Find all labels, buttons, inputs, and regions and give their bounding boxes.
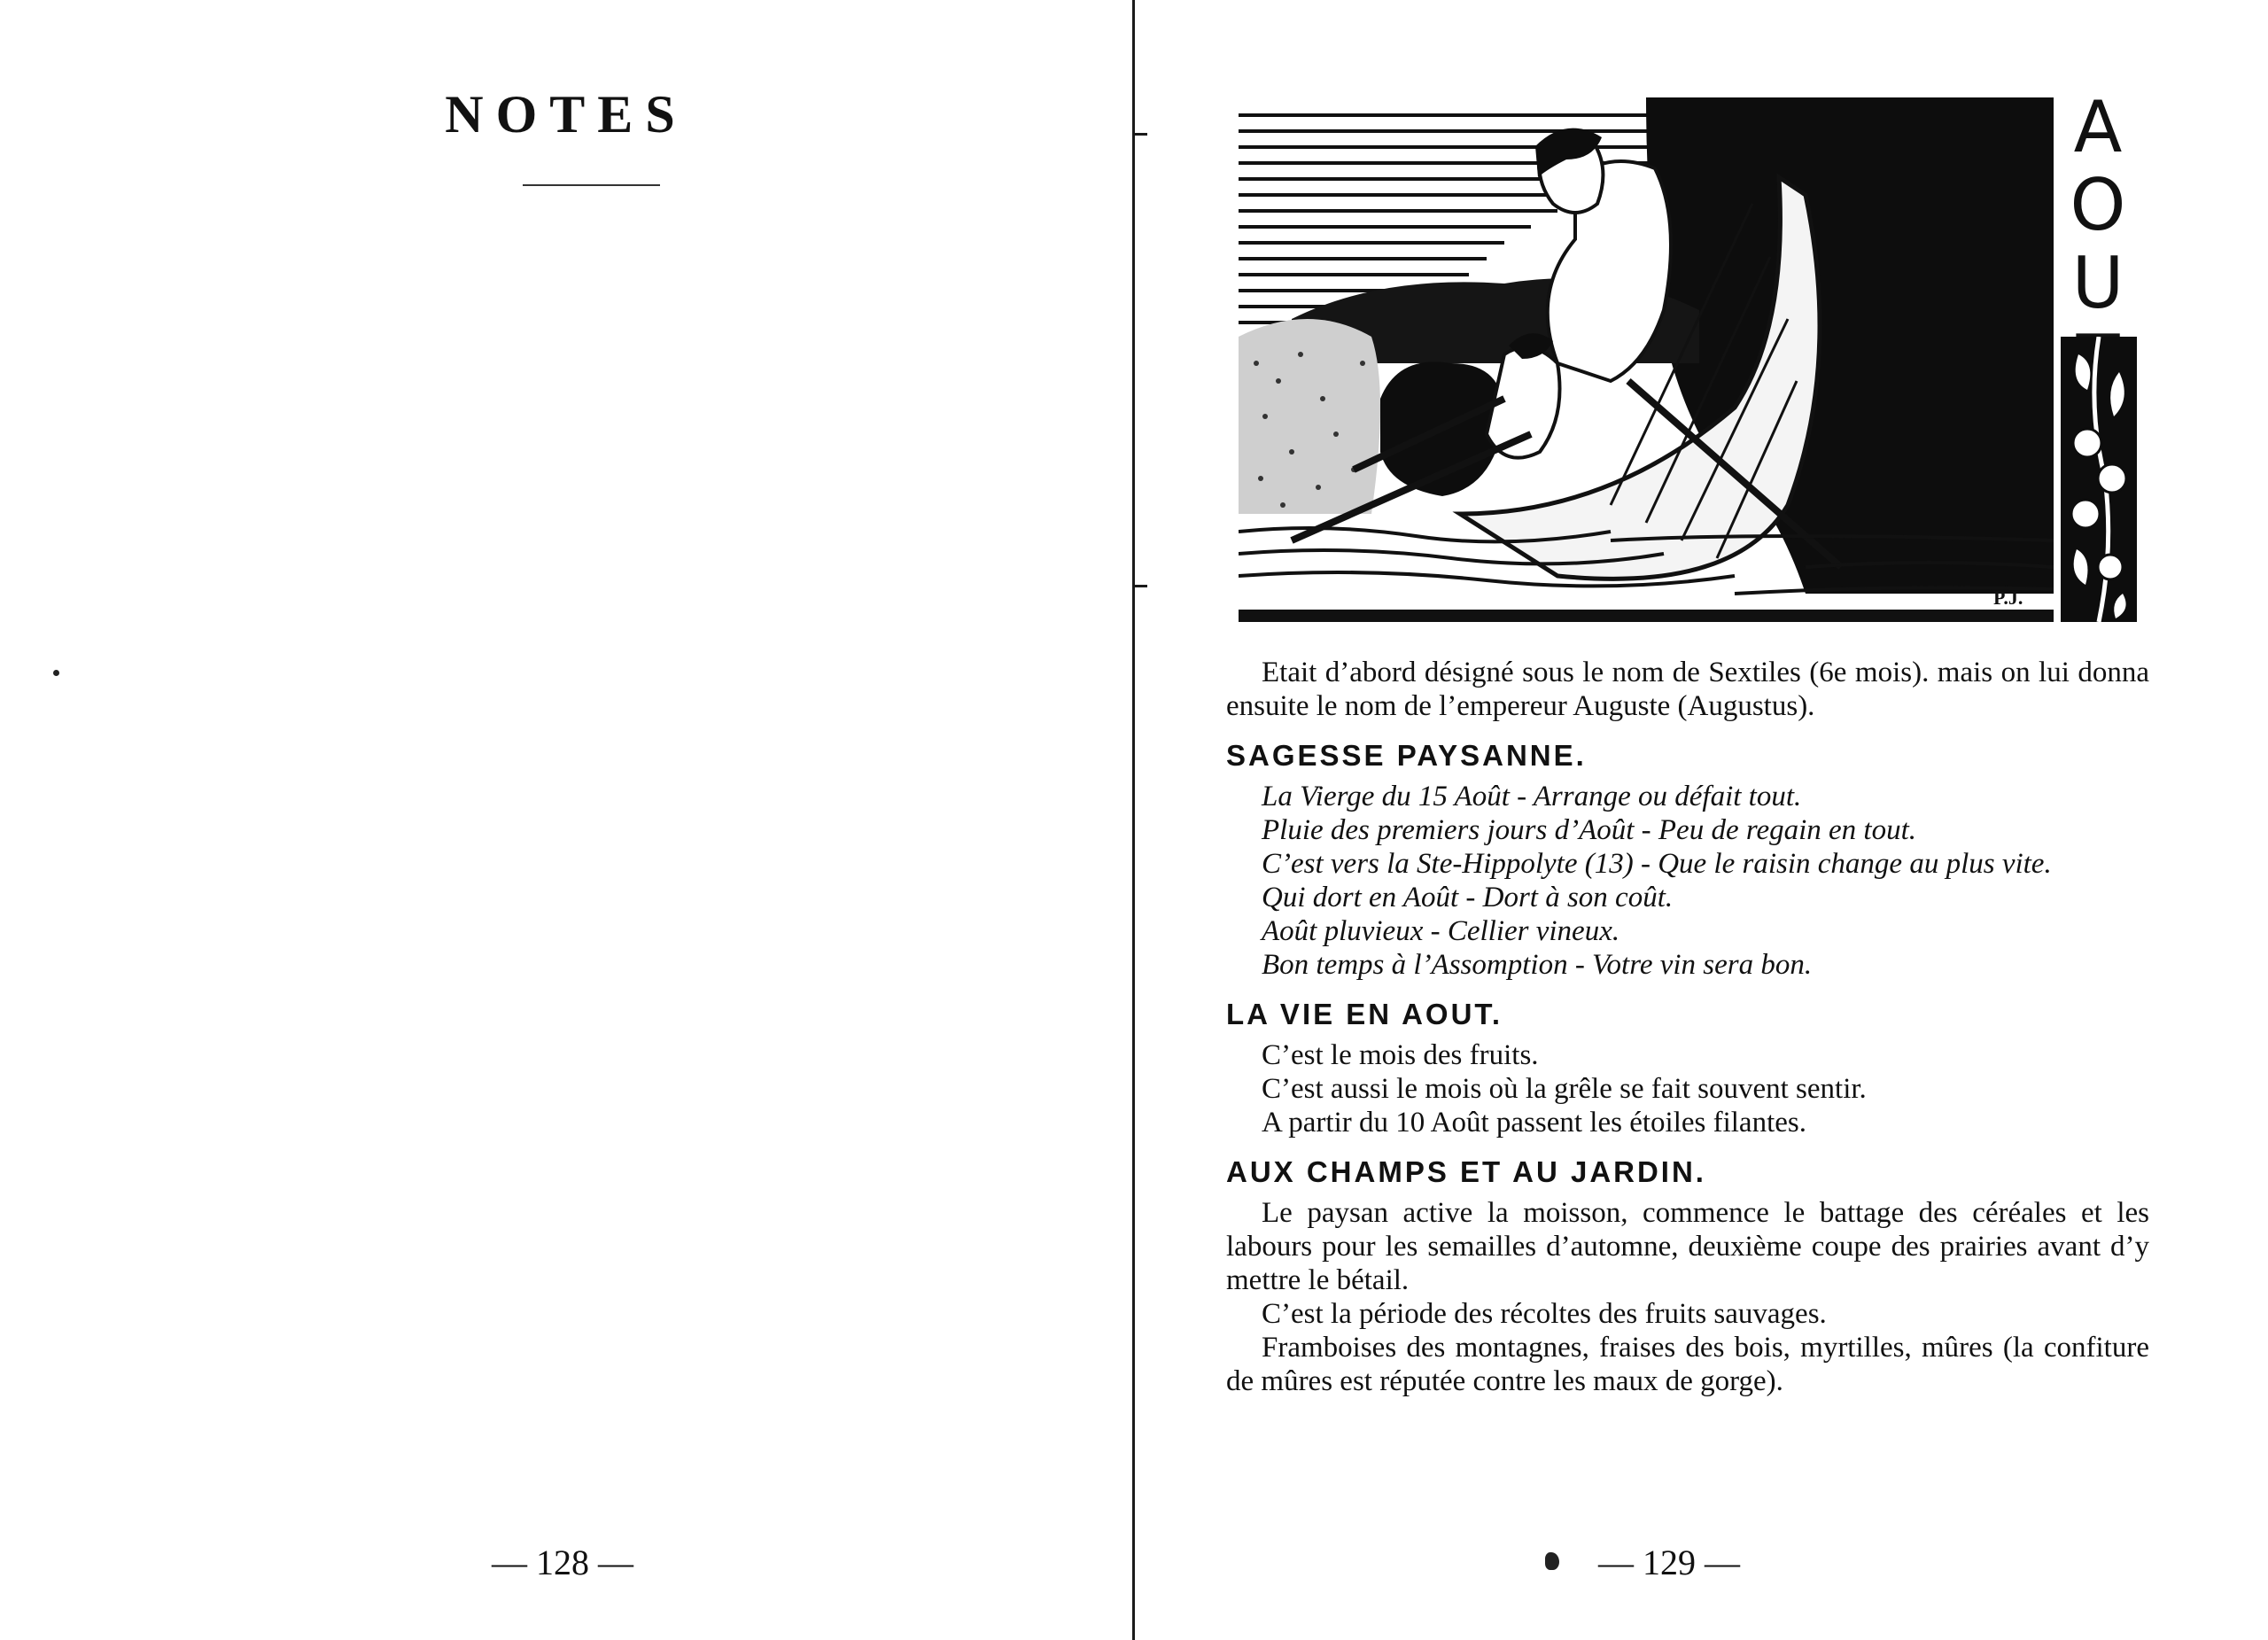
proverb-line: Qui dort en Août - Dort à son coût. — [1262, 882, 1674, 913]
month-letter: A — [2073, 86, 2123, 168]
page-number-left: — 128 — — [492, 1543, 633, 1582]
proverb-line: C’est vers la Ste-Hippolyte (13) - Que le raisin change au plus vite. — [1262, 848, 2052, 880]
paragraph-line: Le paysan active la moisson, commence le battage des céréales et les labours pour les semailles d’automne, deuxième coupe des prairies avant d’y mettre le bétail. — [1226, 1197, 2149, 1296]
illustration-signature: P.J. — [1993, 587, 2023, 609]
paragraph-line: C’est la période des récoltes des fruits sauvages. — [1262, 1298, 1827, 1330]
article-body — [1226, 656, 2149, 1398]
proverb-line: La Vierge du 15 Août - Arrange ou défait tout. — [1262, 781, 1802, 812]
page-number-right: — 129 — — [1598, 1543, 1740, 1582]
paragraph-line: A partir du 10 Août passent les étoiles filantes. — [1262, 1107, 1806, 1139]
month-letter: O — [2070, 164, 2126, 246]
section-heading-vie: LA VIE EN AOUT. — [1226, 998, 1503, 1030]
paragraph-line: C’est aussi le mois où la grêle se fait souvent sentir. — [1262, 1073, 1867, 1105]
proverb-line: Bon temps à l’Assomption - Votre vin sera bon. — [1262, 949, 1813, 981]
section-heading-champs: AUX CHAMPS ET AU JARDIN. — [1226, 1155, 1706, 1188]
paragraph-line: Framboises des montagnes, fraises des bois, myrtilles, mûres (la confiture de mûres est réputée contre les maux de gorge). — [1226, 1332, 2149, 1397]
book-gutter — [1132, 0, 1135, 1640]
month-letter: U — [2071, 242, 2124, 324]
rowing-boat-illustration — [1239, 97, 2054, 622]
title-rule — [523, 184, 660, 186]
intro-paragraph: Etait d’abord désigné sous le nom de Sextiles (6e mois). mais on lui donna ensuite le nom de l’empereur Auguste (Augustus). — [1226, 657, 2149, 722]
paragraph-line: C’est le mois des fruits. — [1262, 1039, 1539, 1071]
right-page — [1138, 0, 2268, 1640]
fruit-branch-ornament — [2061, 337, 2137, 622]
proverb-line: Pluie des premiers jours d’Août - Peu de regain en tout. — [1262, 814, 1917, 846]
left-page — [0, 0, 1132, 1640]
print-speck — [53, 670, 59, 676]
section-heading-sagesse: SAGESSE PAYSANNE. — [1226, 739, 1587, 772]
stippled-hill — [1239, 319, 1380, 514]
proverb-line: Août pluvieux - Cellier vineux. — [1262, 915, 1620, 947]
page-title: NOTES — [445, 85, 687, 144]
ink-blot — [1545, 1552, 1559, 1570]
